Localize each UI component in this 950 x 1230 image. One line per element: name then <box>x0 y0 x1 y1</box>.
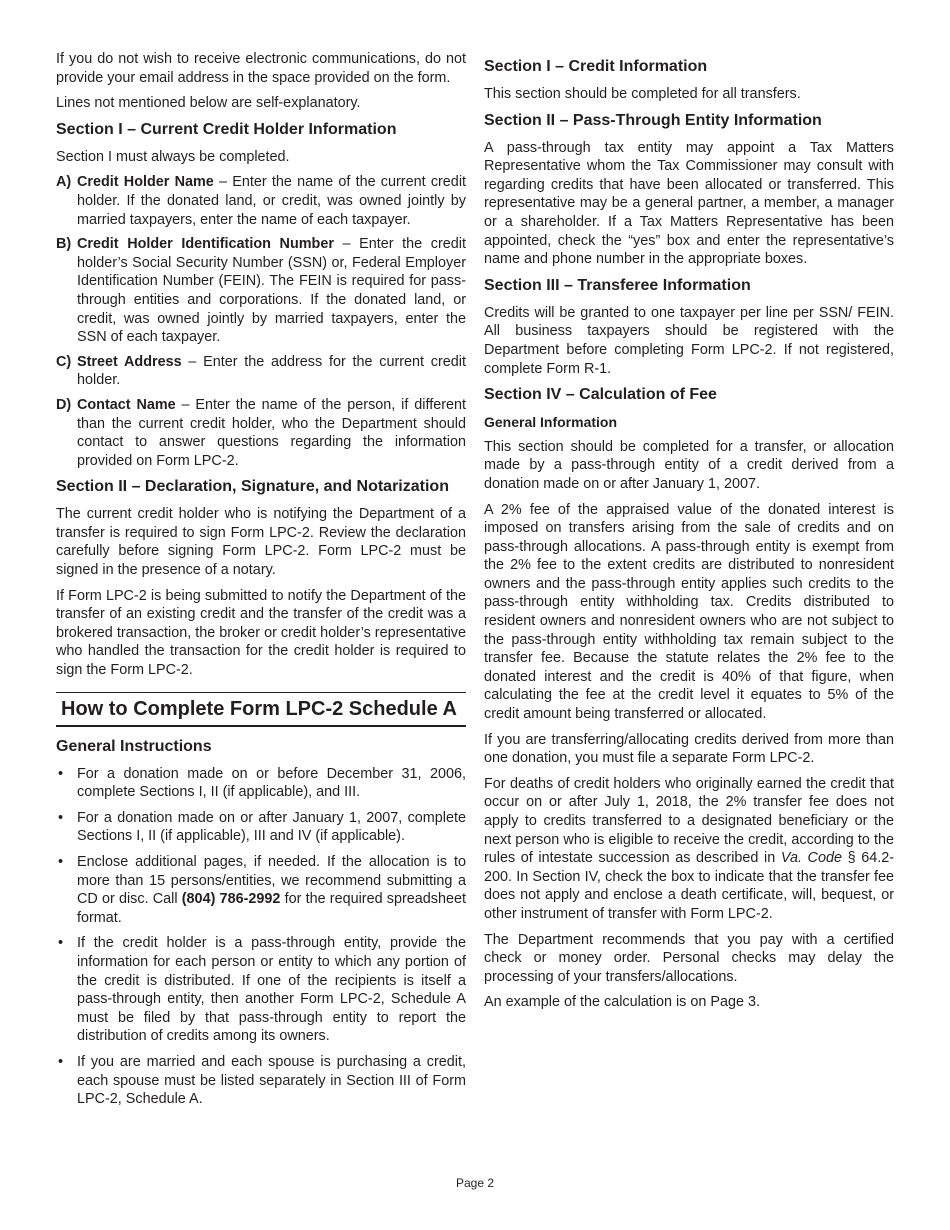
section-heading: Section III – Transferee Information <box>484 276 751 294</box>
text: A pass-through tax entity may appoint a Tax Matters Representative whom the Tax Commissioner may consult with regarding credits that have been allocated or transferred. This representative may be a general partner, a member, a manager or a shareholder. If a Tax Matters Representative has been appointed, check the “yes” box and enter the representative’s name and phone number in the appropriate boxes. <box>484 139 894 268</box>
paragraph <box>56 50 466 87</box>
paragraph <box>484 931 894 987</box>
paragraph <box>484 775 894 924</box>
text: – Enter the address for the current credit holder. <box>77 353 466 389</box>
lettered-item <box>56 235 466 347</box>
section-heading: Section II – Pass-Through Entity Information <box>484 111 822 129</box>
bullet-item <box>56 765 466 802</box>
paragraph <box>56 587 466 680</box>
banner-title: How to Complete Form LPC-2 Schedule A <box>56 692 466 727</box>
paragraph <box>484 304 894 378</box>
bold-text: Contact Name <box>77 396 176 413</box>
section-heading: Section II – Declaration, Signature, and Notarization <box>56 478 449 496</box>
text: The current credit holder who is notifying the Department of a transfer is required to sign Form LPC-2. Review the declaration carefully before signing Form LPC-2. Form LPC-2 must be signed in the presence of a notary. <box>56 506 466 579</box>
item-label: A) <box>56 174 72 191</box>
text: If you do not wish to receive electronic communications, do not provide your email address in the space provided on the form. <box>56 51 466 86</box>
text: for the required spreadsheet format. <box>77 891 466 926</box>
page-number: Page 2 <box>455 1176 495 1190</box>
paragraph <box>484 993 894 1012</box>
bullet-item <box>56 809 466 846</box>
text: For a donation made on or after January 1, 2007, complete Sections I, II (if applicable), III and IV (if applicable). <box>77 809 466 845</box>
lettered-item <box>56 353 466 390</box>
text: If you are transferring/allocating credits derived from more than one donation, you must file a separate Form LPC-2. <box>484 731 894 767</box>
paragraph <box>484 438 894 494</box>
paragraph <box>484 139 894 269</box>
paragraph <box>484 731 894 768</box>
section-heading: General Instructions <box>56 737 212 755</box>
text: For a donation made on or before December 31, 2006, complete Sections I, II (if applicable), and III. <box>77 765 466 801</box>
text: If the credit holder is a pass-through entity, provide the information for each person or entity to which any portion of the credit is distributed. If one of the recipients is itself a pass-through entity, then another Form LPC-2, Schedule A must be filed by that pass-through entity to report the distribution of credits among its owners. <box>77 935 466 1045</box>
item-label: D) <box>56 396 72 413</box>
bullet-item <box>56 1053 466 1109</box>
subheading: General Information <box>484 414 618 431</box>
item-label: C) <box>56 353 72 370</box>
item-label: B) <box>56 236 72 253</box>
right-column <box>484 50 894 1019</box>
text: A 2% fee of the appraised value of the donated interest is imposed on transfers arising from the sale of credits and on pass-through allocations. A pass-through entity is exempt from the 2% fee to the extent credits are distributed to nonresident owners and the pass-through entity applies such credits to the pass-through entity withholding tax. Credits distributed to resident owners and nonresident owners who are not subject to the pass-through entity withholding tax remain subject to the transfer fee. Because the statute relates the 2% fee to the donated interest and the credit is 40% of that figure, when calculating the fee at the credit level it equates to 5% of the credit amount being transferred or allocated. <box>484 501 894 723</box>
text: Credits will be granted to one taxpayer per line per SSN/ FEIN. All business taxpayers should be registered with the Department before completing Form LPC-2. If not registered, complete Form R-1. <box>484 304 894 377</box>
text: If Form LPC-2 is being submitted to notify the Department of the transfer of an existing credit and the transfer of the credit was a brokered transaction, the broker or credit holder’s representative who handled the transaction for the credit holder is required to sign the Form LPC-2. <box>56 587 466 679</box>
text: This section should be completed for all transfers. <box>484 86 801 102</box>
bullet-item <box>56 934 466 1046</box>
section-heading: Section I – Credit Information <box>484 58 708 75</box>
section-heading: Section I – Current Credit Holder Information <box>56 120 397 138</box>
bullet-item <box>56 853 466 927</box>
paragraph <box>56 94 466 113</box>
bold-text: Credit Holder Name <box>77 174 214 191</box>
lettered-item <box>56 173 466 229</box>
bold-text: Credit Holder Identification Number <box>77 236 334 253</box>
bold-text: Street Address <box>77 353 182 370</box>
text: Enclose additional pages, if needed. If the allocation is to more than 15 persons/entities, we recommend submitting a CD or disc. Call <box>77 854 466 908</box>
text: Section I must always be completed. <box>56 148 290 165</box>
text: This section should be completed for a transfer, or allocation made by a pass-through entity of a credit derived from a donation made on or after January 1, 2007. <box>484 438 894 492</box>
text: The Department recommends that you pay with a certified check or money order. Personal checks may delay the processing of your transfers/allocations. <box>484 931 894 985</box>
section-heading: Section IV – Calculation of Fee <box>484 386 717 404</box>
bullet-icon: • <box>58 854 64 870</box>
paragraph <box>484 85 894 104</box>
paragraph <box>56 505 466 579</box>
text: – Enter the name of the current credit holder. If the donated land, or credit, was owned jointly by married taxpayers, enter the name of each taxpayer. <box>77 174 467 228</box>
bullet-icon: • <box>58 809 64 826</box>
bullet-icon: • <box>58 765 64 782</box>
bullet-icon: • <box>58 1053 64 1070</box>
text: Lines not mentioned below are self-explanatory. <box>56 95 361 112</box>
bold-text: (804) 786-2992 <box>181 891 281 908</box>
text: For deaths of credit holders who originally earned the credit that occur on or after July 1, 2018, the 2% transfer fee does not apply to credits transferred to a designated beneficiary or the next person who is eligible to receive the credit, according to the rules of intestate succession as described in <box>484 775 894 867</box>
bullet-icon: • <box>58 935 64 952</box>
text: If you are married and each spouse is purchasing a credit, each spouse must be listed separately in Section III of Form LPC-2, Schedule A. <box>77 1053 466 1108</box>
left-column <box>56 50 466 1116</box>
paragraph <box>484 501 894 724</box>
paragraph <box>56 148 466 167</box>
lettered-item <box>56 396 466 470</box>
text: – Enter the name of the person, if different than the current credit holder, who the Department should contact to answer questions regarding the information provided on Form LPC-2. <box>77 396 466 469</box>
text: An example of the calculation is on Page 3. <box>484 994 760 1011</box>
text: § 64.2-200. In Section IV, check the box to indicate that the transfer fee does not apply and enclose a death certificate, will, bequest, or other instrument of transfer with Form LPC-2. <box>484 850 894 922</box>
italic-text: Va. Code <box>780 850 842 867</box>
text: – Enter the credit holder’s Social Security Number (SSN) or, Federal Employer Identification Number (FEIN). The FEIN is required for pass-through entities and corporations. If the donated land, or credit, was owned jointly by married taxpayers, enter the SSN of each taxpayer. <box>77 236 466 346</box>
